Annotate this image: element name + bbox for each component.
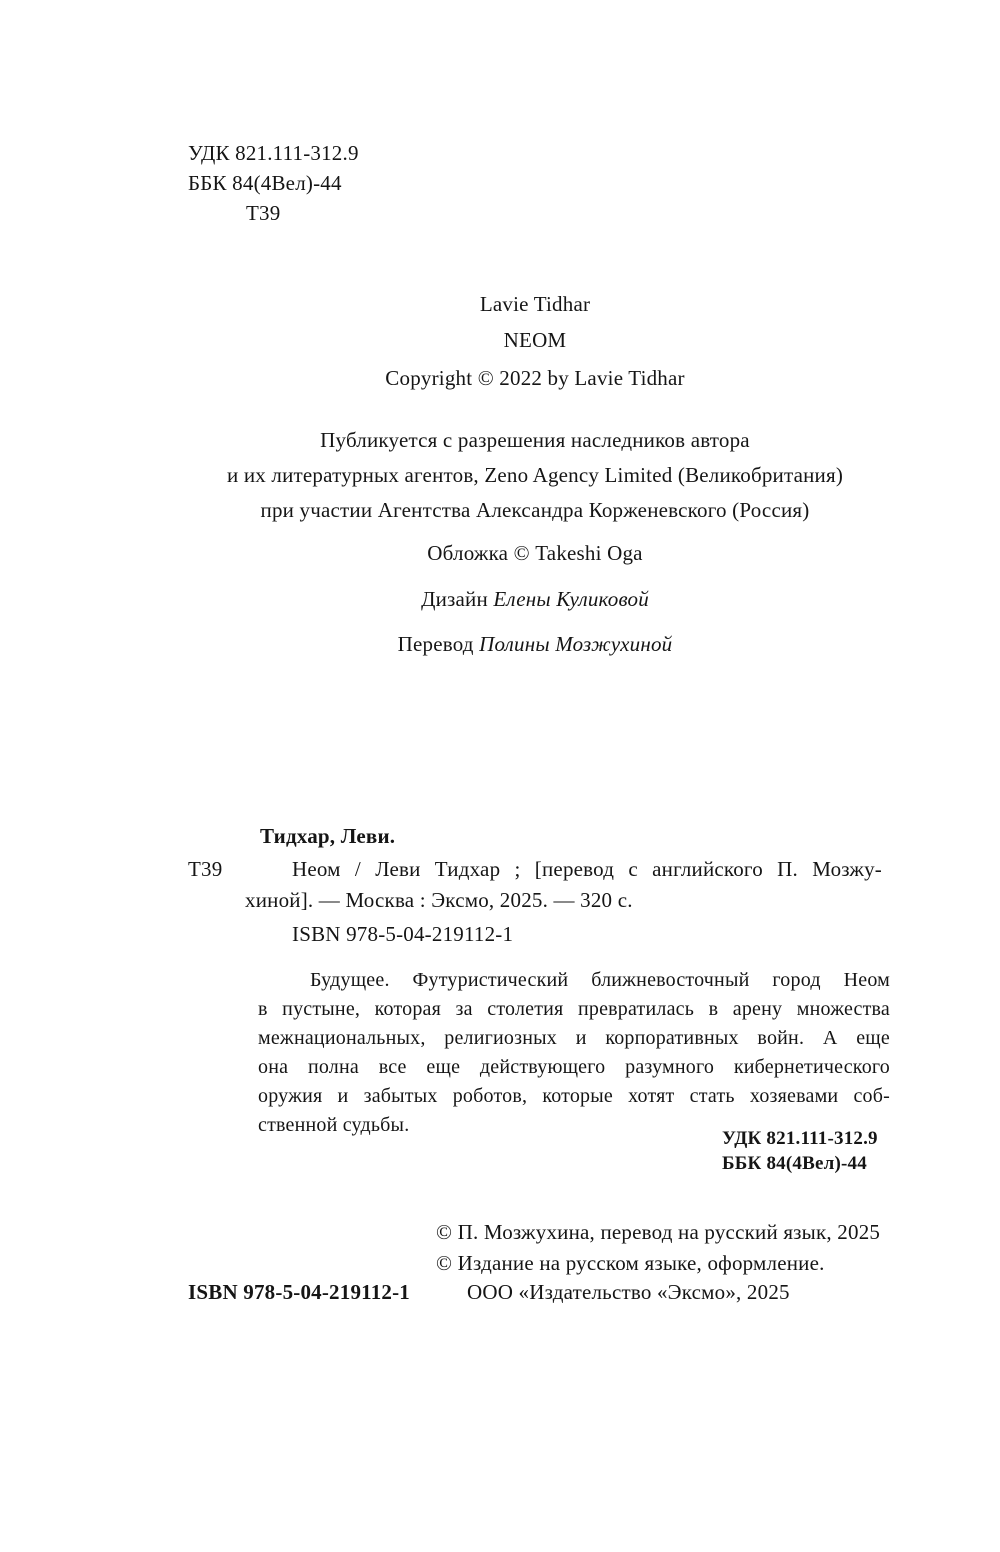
rights-line: и их литературных агентов, Zeno Agency Limited (Великобритания) bbox=[226, 463, 844, 487]
top-classification-codes bbox=[188, 138, 359, 228]
annotation-line: ственной судьбы. bbox=[258, 1114, 410, 1136]
rights-line: Публикуется с разрешения наследников автора bbox=[320, 428, 750, 452]
publication-rights bbox=[188, 423, 882, 528]
annotation-line: оружия и забытых роботов, которые хотят стать хозяевами соб- bbox=[258, 1085, 890, 1107]
book-annotation bbox=[258, 966, 890, 1140]
translation-label: Перевод bbox=[397, 632, 480, 656]
translator-name: Полины Мозжухиной bbox=[479, 632, 673, 656]
biblio-author-sign: Т39 bbox=[188, 857, 223, 881]
biblio-entry-line: Неом / Леви Тидхар ; [перевод с английского П. Мозжу- bbox=[292, 857, 882, 881]
author-sign: Т39 bbox=[246, 201, 281, 225]
original-copyright: Copyright © 2022 by Lavie Tidhar bbox=[385, 366, 685, 390]
original-title: NEOM bbox=[503, 328, 567, 352]
bbk-code: ББК 84(4Вел)-44 bbox=[188, 171, 342, 195]
cover-credit: Обложка © Takeshi Oga bbox=[427, 541, 643, 565]
annotation-line: в пустыне, которая за столетия превратилась в арену множества bbox=[258, 998, 890, 1020]
annotation-line: межнациональных, религиозных и корпоративных войн. А еще bbox=[258, 1027, 890, 1049]
design-credit bbox=[188, 587, 882, 612]
udk-code: УДК 821.111-312.9 bbox=[188, 141, 359, 165]
original-author: Lavie Tidhar bbox=[479, 292, 591, 316]
bottom-classification-codes bbox=[722, 1126, 878, 1176]
annotation-line: Будущее. Футуристический ближневосточный город Неом bbox=[310, 969, 890, 991]
annotation-line: она полна все еще действующего разумного кибернетического bbox=[258, 1056, 890, 1078]
rights-line: при участии Агентства Александра Корженевского (Россия) bbox=[260, 498, 810, 522]
translation-copyright-notice: © П. Мозжухина, перевод на русский язык, 2025 bbox=[436, 1220, 881, 1244]
translation-credit bbox=[188, 632, 882, 657]
designer-name: Елены Куликовой bbox=[493, 587, 649, 611]
imprint-isbn: ISBN 978-5-04-219112-1 bbox=[188, 1280, 410, 1304]
biblio-author-header: Тидхар, Леви. bbox=[260, 824, 396, 848]
bbk-code: ББК 84(4Вел)-44 bbox=[722, 1153, 867, 1174]
biblio-isbn: ISBN 978-5-04-219112-1 bbox=[292, 922, 514, 946]
design-label: Дизайн bbox=[421, 587, 494, 611]
edition-copyright-notice: © Издание на русском языке, оформление. bbox=[436, 1251, 825, 1275]
udk-code: УДК 821.111-312.9 bbox=[722, 1128, 878, 1149]
biblio-entry-line: хиной]. — Москва : Эксмо, 2025. — 320 с. bbox=[245, 888, 633, 912]
publisher-notice: ООО «Издательство «Эксмо», 2025 bbox=[467, 1280, 790, 1304]
original-title-block bbox=[188, 286, 882, 358]
